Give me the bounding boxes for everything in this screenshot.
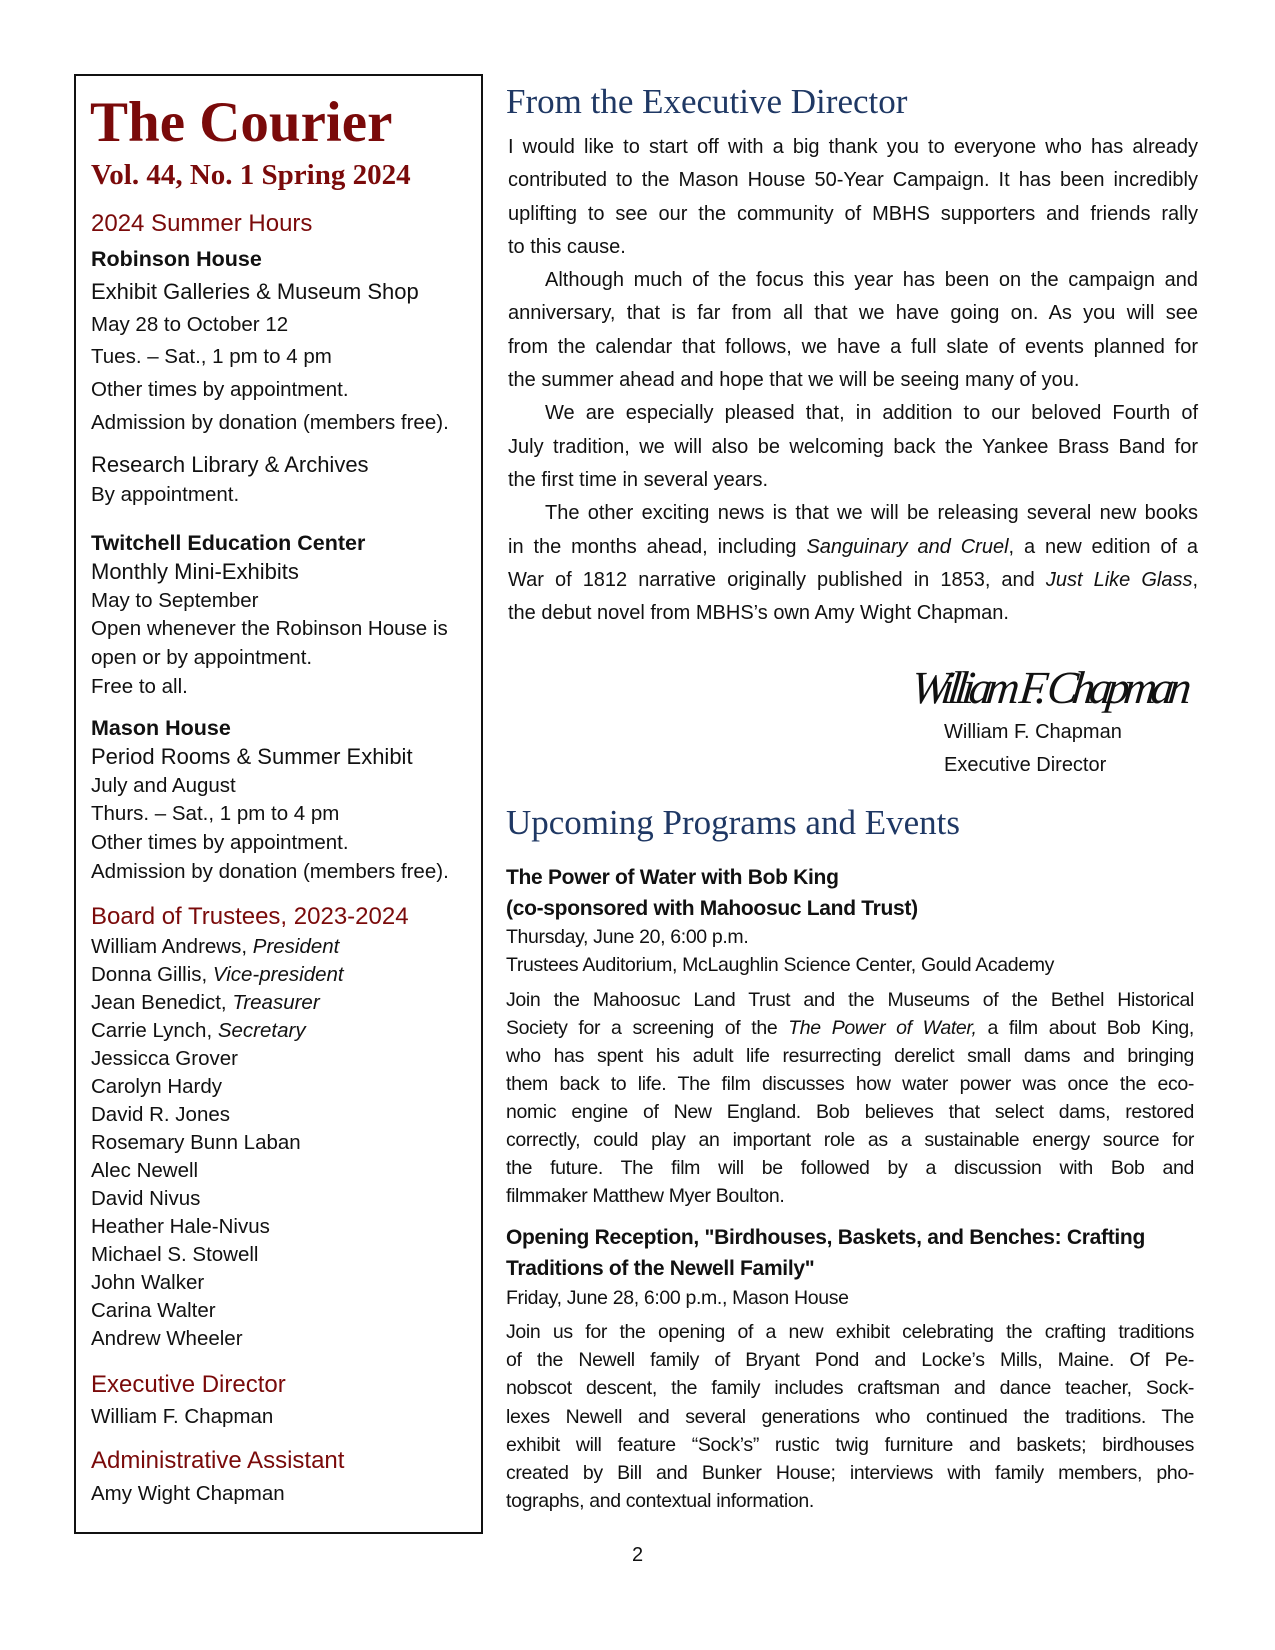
- text-line: [508, 364, 1198, 397]
- volume-issue: Vol. 44, No. 1 Spring 2024: [91, 159, 411, 191]
- event-description: [506, 1318, 1194, 1515]
- twitchell-name: Twitchell Education Center: [91, 531, 366, 555]
- executive-director-heading: Executive Director: [91, 1371, 286, 1398]
- trustee-name: David R. Jones: [91, 1103, 231, 1126]
- text-run: Society for a screening of the: [506, 1017, 789, 1039]
- text-line: [508, 564, 1198, 597]
- mason-house-name: Mason House: [91, 716, 231, 740]
- trustee-name: Alec Newell: [91, 1159, 199, 1182]
- text-run: of the Newell family of Bryant Pond and Locke’s Mills, Maine. Of Pe-: [506, 1349, 1194, 1372]
- signer-name: William F. Chapman: [944, 721, 1122, 743]
- trustee-name: John Walker: [91, 1271, 205, 1294]
- text-run: the first time in several years.: [508, 468, 769, 491]
- text-line: [506, 1154, 1194, 1182]
- trustee: [91, 1213, 344, 1241]
- text-line: [508, 464, 1198, 497]
- trustee: [91, 989, 344, 1017]
- event-location: Trustees Auditorium, McLaughlin Science Center, Gould Academy: [506, 954, 1055, 976]
- mason-house-hours: [91, 714, 449, 887]
- text-run: tographs, and contextual information.: [506, 1490, 814, 1513]
- event-meta: [506, 923, 1054, 979]
- text-run: from the calendar that follows, we have a full slate of events planned for: [508, 335, 1198, 358]
- text-run: the summer ahead and hope that we will be seeing many of you.: [508, 369, 1080, 392]
- trustee-name: David Nivus: [91, 1187, 201, 1210]
- text-line: [508, 198, 1198, 231]
- twitchell-note: Open whenever the Robinson House is: [91, 617, 448, 641]
- event-title: [506, 1222, 1145, 1284]
- text-line: [506, 1042, 1194, 1070]
- text-line: [506, 1346, 1194, 1374]
- text-line: [506, 1403, 1194, 1431]
- trustee-name: Rosemary Bunn Laban: [91, 1131, 301, 1154]
- text-run: exhibit will feature “Sock’s” rustic twig furniture and baskets; birdhouses: [506, 1433, 1194, 1456]
- trustee-name: Andrew Wheeler: [91, 1327, 243, 1350]
- event-title-line: (co-sponsored with Mahoosuc Land Trust): [506, 897, 918, 920]
- mason-dates: July and August: [91, 773, 236, 797]
- text-line: [508, 497, 1198, 530]
- trustee-name: Jessicca Grover: [91, 1047, 238, 1070]
- text-run: them back to life. The film discusses how water power was once the eco-: [506, 1073, 1194, 1095]
- trustee-name: Heather Hale-Nivus: [91, 1215, 270, 1238]
- twitchell-subtitle: Monthly Mini-Exhibits: [91, 558, 299, 584]
- text-line: [508, 231, 1198, 264]
- event-title-line: The Power of Water with Bob King: [506, 866, 839, 889]
- summer-hours-heading: 2024 Summer Hours: [91, 210, 313, 237]
- italic-title: Just Like Glass: [1045, 568, 1193, 591]
- text-line: [508, 164, 1198, 197]
- text-run: to this cause.: [508, 235, 626, 258]
- text-line: [506, 1182, 1194, 1210]
- text-line: [508, 397, 1198, 430]
- board-list: [91, 933, 344, 1353]
- trustee: [91, 1017, 344, 1045]
- twitchell-note: open or by appointment.: [91, 646, 313, 670]
- text-run: , a new edition of a: [1008, 535, 1198, 558]
- trustee-name: Carina Walter: [91, 1299, 216, 1322]
- text-run: July tradition, we will also be welcoming back the Yankee Brass Band for: [508, 435, 1198, 458]
- text-line: [506, 1459, 1194, 1487]
- robinson-other: Other times by appointment.: [91, 378, 349, 402]
- twitchell-dates: May to September: [91, 588, 259, 612]
- trustee-name: Carolyn Hardy: [91, 1075, 223, 1098]
- text-run: who has spent his adult life resurrecting derelict small dams and bringing: [506, 1045, 1194, 1067]
- mason-admission: Admission by donation (members free).: [91, 859, 449, 883]
- italic-title: Sanguinary and Cruel: [806, 535, 1009, 558]
- text-run: I would like to start off with a big thank you to everyone who has already: [508, 136, 1198, 158]
- event-title-line: Traditions of the Newell Family": [506, 1257, 815, 1280]
- robinson-admission: Admission by donation (members free).: [91, 410, 449, 434]
- trustee-name: Donna Gillis,: [91, 963, 213, 986]
- text-run: nobscot descent, the family includes craftsman and dance teacher, Sock-: [506, 1377, 1194, 1400]
- mason-subtitle: Period Rooms & Summer Exhibit: [91, 743, 413, 769]
- library-note: By appointment.: [91, 483, 240, 506]
- text-run: contributed to the Mason House 50-Year Campaign. It has been incredibly: [508, 169, 1198, 192]
- twitchell-hours: [91, 529, 448, 702]
- text-run: a film about Bob King,: [976, 1017, 1194, 1039]
- event-title-line: Opening Reception, "Birdhouses, Baskets, and Benches: Crafting: [506, 1226, 1145, 1249]
- event-date: Friday, June 28, 6:00 p.m., Mason House: [506, 1287, 849, 1309]
- robinson-house-name: Robinson House: [91, 247, 262, 271]
- trustee: [91, 1157, 344, 1185]
- text-run: We are especially pleased that, in addition to our beloved Fourth of: [545, 402, 1198, 425]
- letter-paragraph: [508, 264, 1198, 397]
- text-line: [508, 431, 1198, 464]
- text-line: [506, 1318, 1194, 1346]
- svg-text:William F. Chapman: William F. Chapman: [908, 662, 1195, 713]
- text-line: [506, 1431, 1194, 1459]
- trustee-role: President: [252, 935, 340, 958]
- letter-paragraph: [508, 131, 1198, 264]
- admin-assistant-name: Amy Wight Chapman: [91, 1482, 285, 1505]
- text-run: the debut novel from MBHS’s own Amy Wight Chapman.: [508, 602, 1009, 625]
- robinson-dates: May 28 to October 12: [91, 312, 289, 336]
- event-date: Thursday, June 20, 6:00 p.m.: [506, 926, 749, 948]
- text-line: [508, 331, 1198, 364]
- mason-days: Thurs. – Sat., 1 pm to 4 pm: [91, 802, 340, 826]
- text-line: [508, 597, 1198, 630]
- robinson-days: Tues. – Sat., 1 pm to 4 pm: [91, 345, 332, 369]
- text-run: correctly, could play an important role as a sustainable energy source for: [506, 1129, 1194, 1151]
- text-run: ,: [1192, 568, 1199, 591]
- trustee-name: Michael S. Stowell: [91, 1243, 259, 1266]
- text-line: [506, 1014, 1194, 1042]
- trustee: [91, 1241, 344, 1269]
- trustee-name: Carrie Lynch,: [91, 1019, 218, 1042]
- text-run: lexes Newell and several generations who continued the traditions. The: [506, 1405, 1194, 1428]
- library-name: Research Library & Archives: [91, 452, 369, 477]
- trustee: [91, 961, 344, 989]
- event-meta: [506, 1284, 849, 1312]
- trustee-role: Treasurer: [232, 991, 320, 1014]
- text-run: in the months ahead, including: [508, 535, 807, 558]
- trustee: [91, 1297, 344, 1325]
- text-run: War of 1812 narrative originally published in 1853, and: [508, 568, 1046, 591]
- trustee: [91, 933, 344, 961]
- text-run: Although much of the focus this year has been on the campaign and: [545, 269, 1198, 292]
- letter-paragraph: [508, 497, 1198, 630]
- board-heading: Board of Trustees, 2023-2024: [91, 903, 409, 930]
- newsletter-title: The Courier: [90, 91, 393, 154]
- library-hours: [91, 450, 369, 510]
- twitchell-note: Free to all.: [91, 674, 188, 698]
- text-line: [506, 1374, 1194, 1402]
- trustee-role: Secretary: [217, 1019, 306, 1042]
- mason-other: Other times by appointment.: [91, 831, 349, 855]
- letter-paragraph: [508, 397, 1198, 497]
- trustee: [91, 1185, 344, 1213]
- text-line: [508, 297, 1198, 330]
- text-run: uplifting to see our the community of MBHS supporters and friends rally: [508, 202, 1198, 225]
- events-heading: Upcoming Programs and Events: [506, 803, 960, 842]
- trustee: [91, 1269, 344, 1297]
- page-number: 2: [632, 1544, 644, 1566]
- text-run: The other exciting news is that we will be releasing several new books: [545, 502, 1198, 525]
- text-run: filmmaker Matthew Myer Boulton.: [506, 1185, 785, 1207]
- text-line: [506, 1098, 1194, 1126]
- text-run: created by Bill and Bunker House; interviews with family members, pho-: [506, 1462, 1194, 1485]
- signer-title: Executive Director: [944, 754, 1107, 776]
- text-run: Join us for the opening of a new exhibit celebrating the crafting traditions: [506, 1321, 1194, 1343]
- event-title: [506, 862, 918, 924]
- text-line: [508, 264, 1198, 297]
- robinson-house-hours: [91, 243, 449, 440]
- text-line: [506, 1487, 1194, 1515]
- trustee: [91, 1101, 344, 1129]
- text-line: [508, 131, 1198, 164]
- admin-assistant-heading: Administrative Assistant: [91, 1447, 345, 1474]
- text-run: the future. The film will be followed by a discussion with Bob and: [506, 1157, 1194, 1179]
- text-line: [506, 1126, 1194, 1154]
- trustee: [91, 1073, 344, 1101]
- signature-image: [908, 655, 1205, 725]
- trustee: [91, 1129, 344, 1157]
- director-letter: [508, 131, 1198, 630]
- trustee-name: Jean Benedict,: [91, 991, 233, 1014]
- trustee-role: Vice-president: [212, 963, 344, 986]
- text-line: [508, 531, 1198, 564]
- text-run: Join the Mahoosuc Land Trust and the Museums of the Bethel Historical: [506, 989, 1194, 1011]
- trustee-name: William Andrews,: [91, 935, 253, 958]
- italic-title: The Power of Water,: [788, 1017, 977, 1039]
- event-description: [506, 986, 1194, 1210]
- trustee: [91, 1045, 344, 1073]
- director-heading: From the Executive Director: [506, 82, 908, 121]
- executive-director-name: William F. Chapman: [91, 1405, 274, 1428]
- robinson-subtitle: Exhibit Galleries & Museum Shop: [91, 278, 419, 304]
- signer-block: [944, 716, 1122, 782]
- trustee: [91, 1325, 344, 1353]
- text-line: [506, 1070, 1194, 1098]
- text-run: nomic engine of New England. Bob believes that select dams, restored: [506, 1101, 1194, 1123]
- text-line: [506, 986, 1194, 1014]
- text-run: anniversary, that is far from all that we have going on. As you will see: [508, 302, 1198, 325]
